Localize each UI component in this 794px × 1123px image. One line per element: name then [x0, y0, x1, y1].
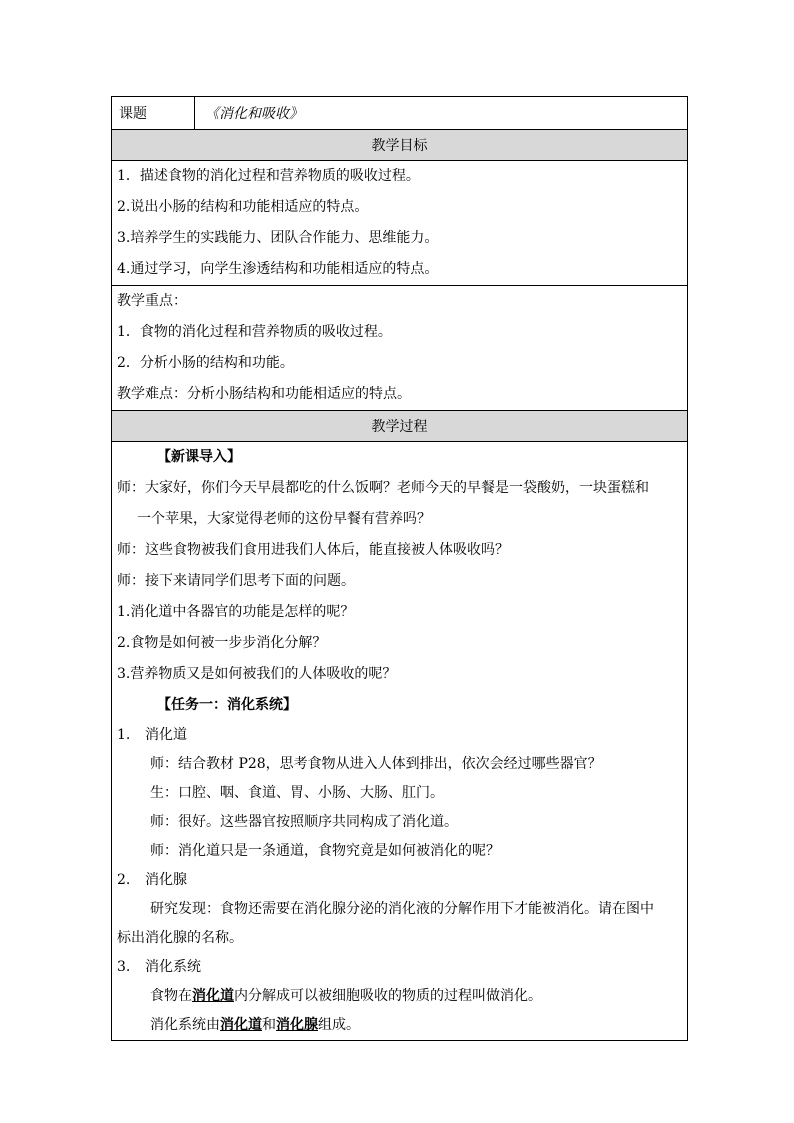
key-point-item: 2．分析小肠的结构和功能。	[117, 355, 294, 371]
objectives-list	[112, 161, 688, 286]
section-1-title: 消化道	[145, 727, 187, 743]
section-1-number: 1.	[117, 727, 131, 743]
section-3-title: 消化系统	[145, 959, 201, 975]
lesson-title: 《消化和吸收》	[195, 97, 688, 130]
text-fragment: 消化系统由	[150, 1017, 220, 1033]
text-fragment: 组成。	[318, 1017, 360, 1033]
keyword-digestive-tract: 消化道	[220, 1017, 262, 1033]
keyword-digestive-gland: 消化腺	[276, 1017, 318, 1033]
objective-item: 4.通过学习，向学生渗透结构和功能相适应的特点。	[117, 261, 439, 277]
digestive-system-composition	[117, 1011, 687, 1040]
dialogue-line: 师：很好。这些器官按照顺序共同构成了消化道。	[150, 814, 458, 830]
process-block	[112, 442, 688, 1041]
section-2-heading	[117, 866, 687, 895]
text-fragment: 和	[262, 1017, 276, 1033]
objective-item: 3.培养学生的实践能力、团队合作能力、思维能力。	[117, 230, 439, 246]
key-points-block	[112, 286, 688, 411]
dialogue-line: 师：结合教材 P28，思考食物从进入人体到排出，依次会经过哪些器官？	[150, 756, 602, 772]
text-fragment: 食物在	[150, 988, 192, 1004]
difficulty-text: 教学难点：分析小肠结构和功能相适应的特点。	[117, 386, 411, 402]
intro-question: 2.食物是如何被一步步消化分解？	[117, 635, 327, 651]
section-2-title: 消化腺	[145, 872, 187, 888]
key-points-heading: 教学重点：	[117, 293, 187, 309]
intro-line: 师：大家好，你们今天早晨都吃的什么饭啊？老师今天的早餐是一袋酸奶，一块蛋糕和	[117, 480, 649, 496]
text-fragment: 内分解成可以被细胞吸收的物质的过程叫做消化。	[234, 988, 542, 1004]
research-line: 标出消化腺的名称。	[117, 930, 243, 946]
digestion-definition	[117, 982, 687, 1011]
dialogue-line: 师：消化道只是一条通道，食物究竟是如何被消化的呢？	[150, 843, 500, 859]
research-line: 研究发现：食物还需要在消化腺分泌的消化液的分解作用下才能被消化。请在图中	[150, 901, 654, 917]
task1-title: 【任务一：消化系统】	[157, 697, 297, 713]
topic-label: 课题	[112, 97, 195, 130]
intro-line: 师：接下来请同学们思考下面的问题。	[117, 573, 355, 589]
section-3-number: 3.	[117, 959, 131, 975]
section-1-heading	[117, 721, 687, 750]
dialogue-line: 生：口腔、咽、食道、胃、小肠、大肠、肛门。	[150, 785, 444, 801]
process-heading: 教学过程	[112, 411, 688, 442]
objective-item: 2.说出小肠的结构和功能相适应的特点。	[117, 199, 369, 215]
intro-line: 师：这些食物被我们食用进我们人体后，能直接被人体吸收吗？	[117, 542, 509, 558]
intro-question: 3.营养物质又是如何被我们的人体吸收的呢？	[117, 666, 397, 682]
objectives-heading: 教学目标	[112, 130, 688, 161]
intro-line: 一个苹果，大家觉得老师的这份早餐有营养吗？	[137, 511, 431, 527]
section-3-heading	[117, 953, 687, 982]
intro-question: 1.消化道中各器官的功能是怎样的呢？	[117, 604, 355, 620]
lesson-plan-table	[111, 96, 688, 1041]
intro-title: 【新课导入】	[157, 449, 241, 465]
objective-item: 1．描述食物的消化过程和营养物质的吸收过程。	[117, 168, 420, 184]
keyword-digestive-tract: 消化道	[192, 988, 234, 1004]
key-point-item: 1．食物的消化过程和营养物质的吸收过程。	[117, 324, 392, 340]
section-2-number: 2.	[117, 872, 131, 888]
